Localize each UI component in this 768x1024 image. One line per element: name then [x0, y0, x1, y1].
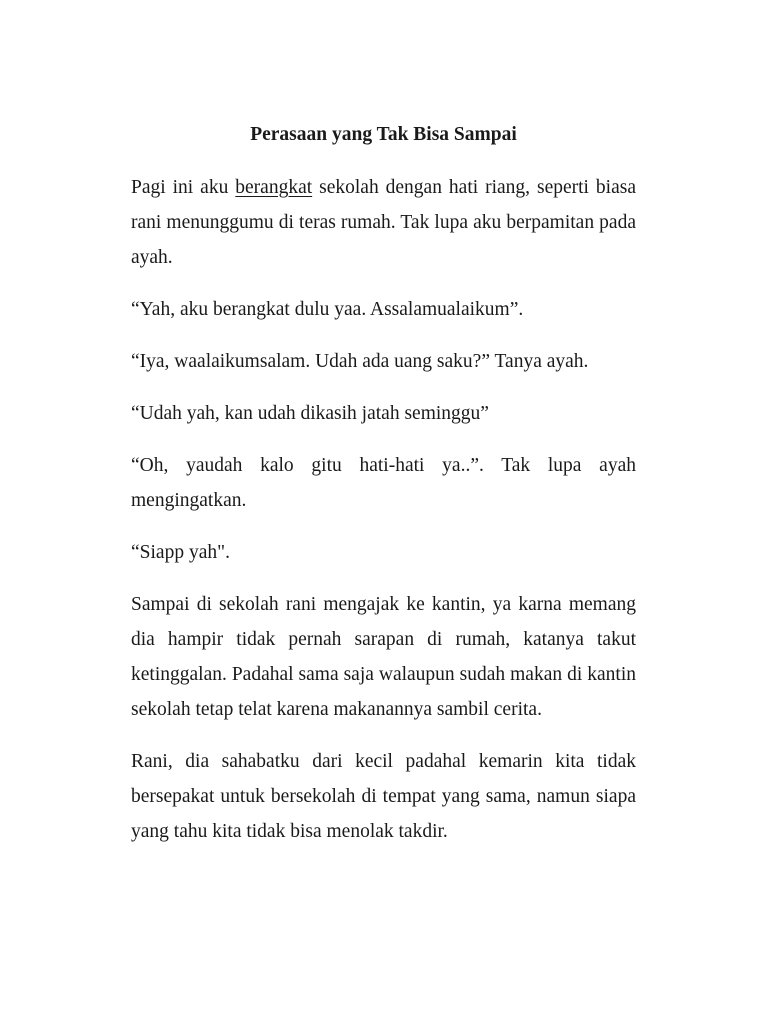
paragraph-1-rest: sekolah dengan hati riang, seperti biasa rani menunggumu di teras rumah. Tak lupa aku berpamitan pada ayah.	[131, 177, 636, 268]
paragraph-1-start: Pagi ini aku	[131, 177, 236, 198]
paragraph-3: “Iya, waalaikumsalam. Udah ada uang saku?” Tanya ayah.	[131, 351, 589, 372]
document-title: Perasaan yang Tak Bisa Sampai	[250, 124, 517, 145]
underlined-word: berangkat	[235, 177, 313, 198]
paragraph-7: Sampai di sekolah rani mengajak ke kantin, ya karna memang dia hampir tidak pernah sarapan di rumah, katanya takut ketinggalan. Padahal sama saja walaupun sudah makan di kantin sekolah tetap telat karena makanannya sambil cerita.	[131, 594, 636, 720]
paragraph-5: “Oh, yaudah kalo gitu hati-hati ya..”. Tak lupa ayah mengingatkan.	[131, 455, 636, 511]
paragraph-8: Rani, dia sahabatku dari kecil padahal kemarin kita tidak bersepakat untuk bersekolah di tempat yang sama, namun siapa yang tahu kita tidak bisa menolak takdir.	[131, 751, 636, 842]
paragraph-4: “Udah yah, kan udah dikasih jatah seminggu”	[131, 403, 489, 424]
paragraph-2: “Yah, aku berangkat dulu yaa. Assalamualaikum”.	[131, 299, 524, 320]
paragraph-6: “Siapp yah".	[131, 542, 230, 563]
paragraph-1	[131, 170, 636, 275]
document-page	[131, 118, 636, 866]
